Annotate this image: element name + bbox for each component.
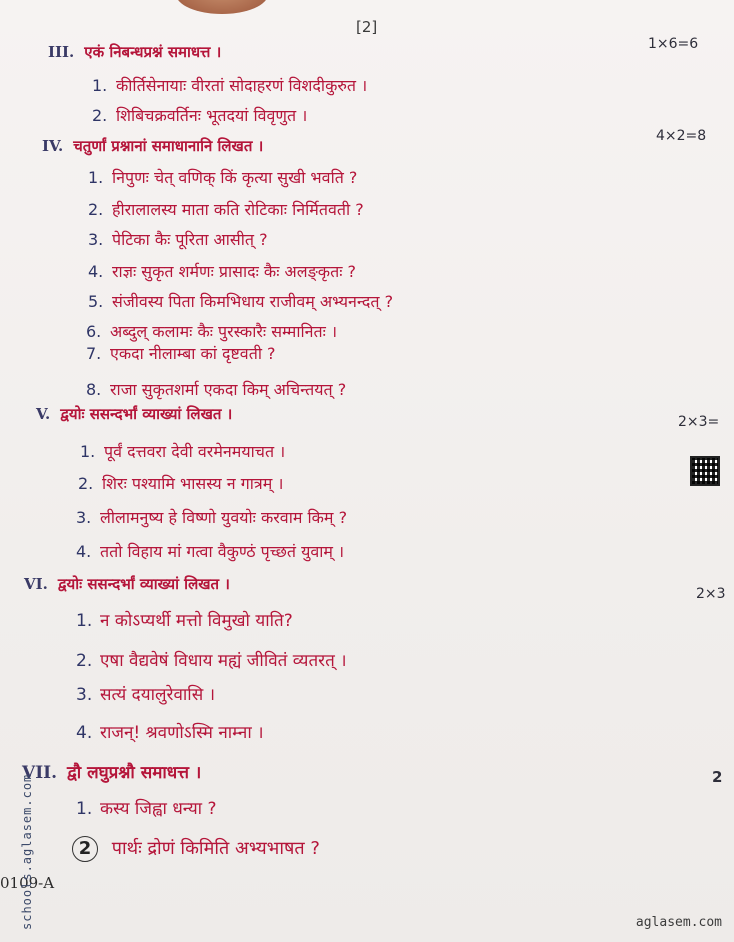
page-number: [2] xyxy=(356,18,378,36)
q-iv-2: 2. हीरालालस्य माता कति रोटिकाः निर्मितवती ? xyxy=(88,200,364,219)
q-iv-6: 6. अब्दुल् कलामः कैः पुरस्कारैः सम्मानितः । xyxy=(86,322,338,341)
q-iv-3: 3. पेटिका कैः पूरिता आसीत् ? xyxy=(88,230,268,249)
section-vi-marks: 2×3 xyxy=(696,586,726,602)
section-iii-heading: III. एकं निबन्धप्रश्नं समाधत्त । xyxy=(48,43,222,61)
q-iii-1: 1. कीर्तिसेनायाः वीरतां सोदाहरणं विशदीकुरुत । xyxy=(92,76,368,95)
side-watermark: schools.aglasem.com xyxy=(20,773,34,930)
q-v-4: 4. ततो विहाय मां गत्वा वैकुण्ठं पृच्छतं युवाम् । xyxy=(76,542,345,561)
q-vi-3: 3. सत्यं दयालुरेवासि । xyxy=(76,685,216,705)
q-vii-1: 1. कस्य जिह्वा धन्या ? xyxy=(76,799,217,819)
paper-code: 0109-A xyxy=(0,874,55,892)
bottom-watermark: aglasem.com xyxy=(635,915,722,930)
q-iv-8: 8. राजा सुकृतशर्मा एकदा किम् अचिन्तयत् ? xyxy=(86,380,347,399)
q-iv-5: 5. संजीवस्य पिता किमभिधाय राजीवम् अभ्यनन्दत् ? xyxy=(88,292,394,311)
section-vii-marks: 2 xyxy=(712,768,723,786)
section-roman: III. xyxy=(48,43,75,61)
q-v-3: 3. लीलामनुष्य हे विष्णो युवयोः करवाम किम् ? xyxy=(76,508,348,527)
q-v-1: 1. पूर्वं दत्तवरा देवी वरमेनमयाचत । xyxy=(80,442,286,461)
section-vi-heading: VI. द्वयोः ससन्दर्भां व्याख्यां लिखत । xyxy=(24,575,230,593)
q-iv-4: 4. राज्ञः सुकृत शर्मणः प्रासादः कैः अलङ्कृतः ? xyxy=(88,262,357,281)
q-vi-2: 2. एषा वैद्यवेषं विधाय मह्यं जीवितं व्यतरत् । xyxy=(76,651,347,671)
finger-thumb xyxy=(176,0,268,14)
qr-code xyxy=(690,456,720,486)
section-iv-marks: 4×2=8 xyxy=(656,128,707,144)
q-iv-1: 1. निपुणः चेत् वणिक् किं कृत्या सुखी भवति ? xyxy=(88,168,358,187)
section-iii-marks: 1×6=6 xyxy=(648,36,699,52)
section-iv-heading: IV. चतुर्णां प्रश्नानां समाधानानि लिखत । xyxy=(42,137,264,155)
section-v-marks: 2×3= xyxy=(678,414,720,430)
section-vii-heading: VII. द्वौ लघुप्रश्नौ समाधत्त । xyxy=(22,763,202,783)
q-iii-2: 2. शिबिचक्रवर्तिनः भूतदयां विवृणुत । xyxy=(92,106,308,125)
q-vi-4: 4. राजन्! श्रवणोऽस्मि नाम्ना । xyxy=(76,723,264,743)
section-v-heading: V. द्वयोः ससन्दर्भां व्याख्यां लिखत । xyxy=(36,405,233,423)
q-vi-1: 1. न कोऽप्यर्थी मत्तो विमुखो याति? xyxy=(76,611,293,631)
circled-number: 2 xyxy=(72,836,98,862)
q-iv-7: 7. एकदा नीलाम्बा कां दृष्टवती ? xyxy=(86,344,276,363)
q-vii-2: 2 पार्थः द्रोणं किमिति अभ्यभाषत ? xyxy=(72,836,320,862)
q-v-2: 2. शिरः पश्यामि भासस्य न गात्रम् । xyxy=(78,474,284,493)
